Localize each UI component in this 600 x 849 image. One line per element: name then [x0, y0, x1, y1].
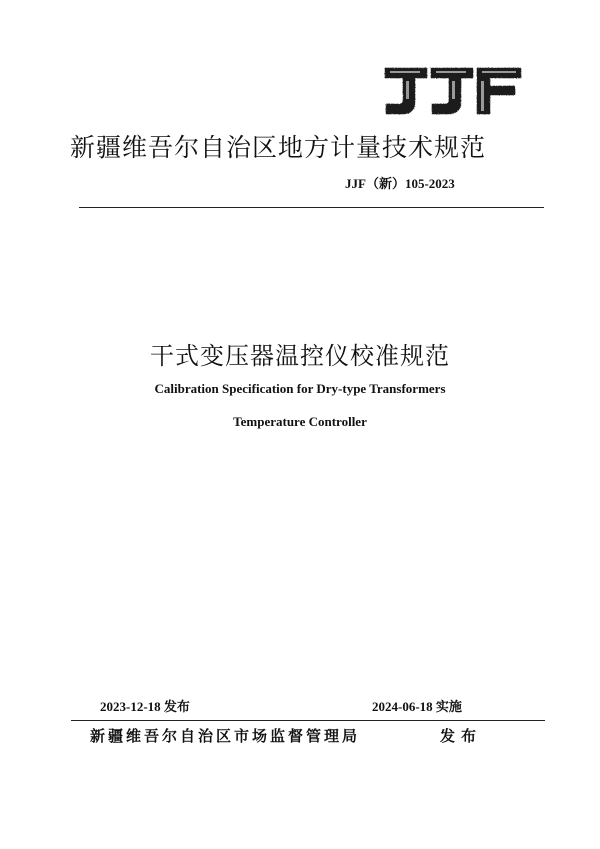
- issuing-authority: 新疆维吾尔自治区市场监督管理局: [90, 727, 361, 745]
- document-title-en-line2: Temperature Controller: [233, 414, 367, 429]
- document-title-cn: 干式变压器温控仪校准规范: [150, 342, 450, 370]
- release-date: 2023-12-18 发布: [100, 699, 190, 714]
- issue-label: 发布: [440, 727, 483, 745]
- header-divider: [79, 207, 544, 208]
- jjf-logo: [382, 66, 522, 116]
- standard-category-title: 新疆维吾尔自治区地方计量技术规范: [70, 133, 487, 162]
- effective-date: 2024-06-18 实施: [372, 699, 462, 714]
- document-title-en-line1: Calibration Specification for Dry-type Transformers: [154, 381, 446, 396]
- jjf-logo-graphic: [382, 66, 522, 116]
- document-number: JJF（新）105-2023: [345, 176, 455, 191]
- footer-divider: [71, 720, 545, 721]
